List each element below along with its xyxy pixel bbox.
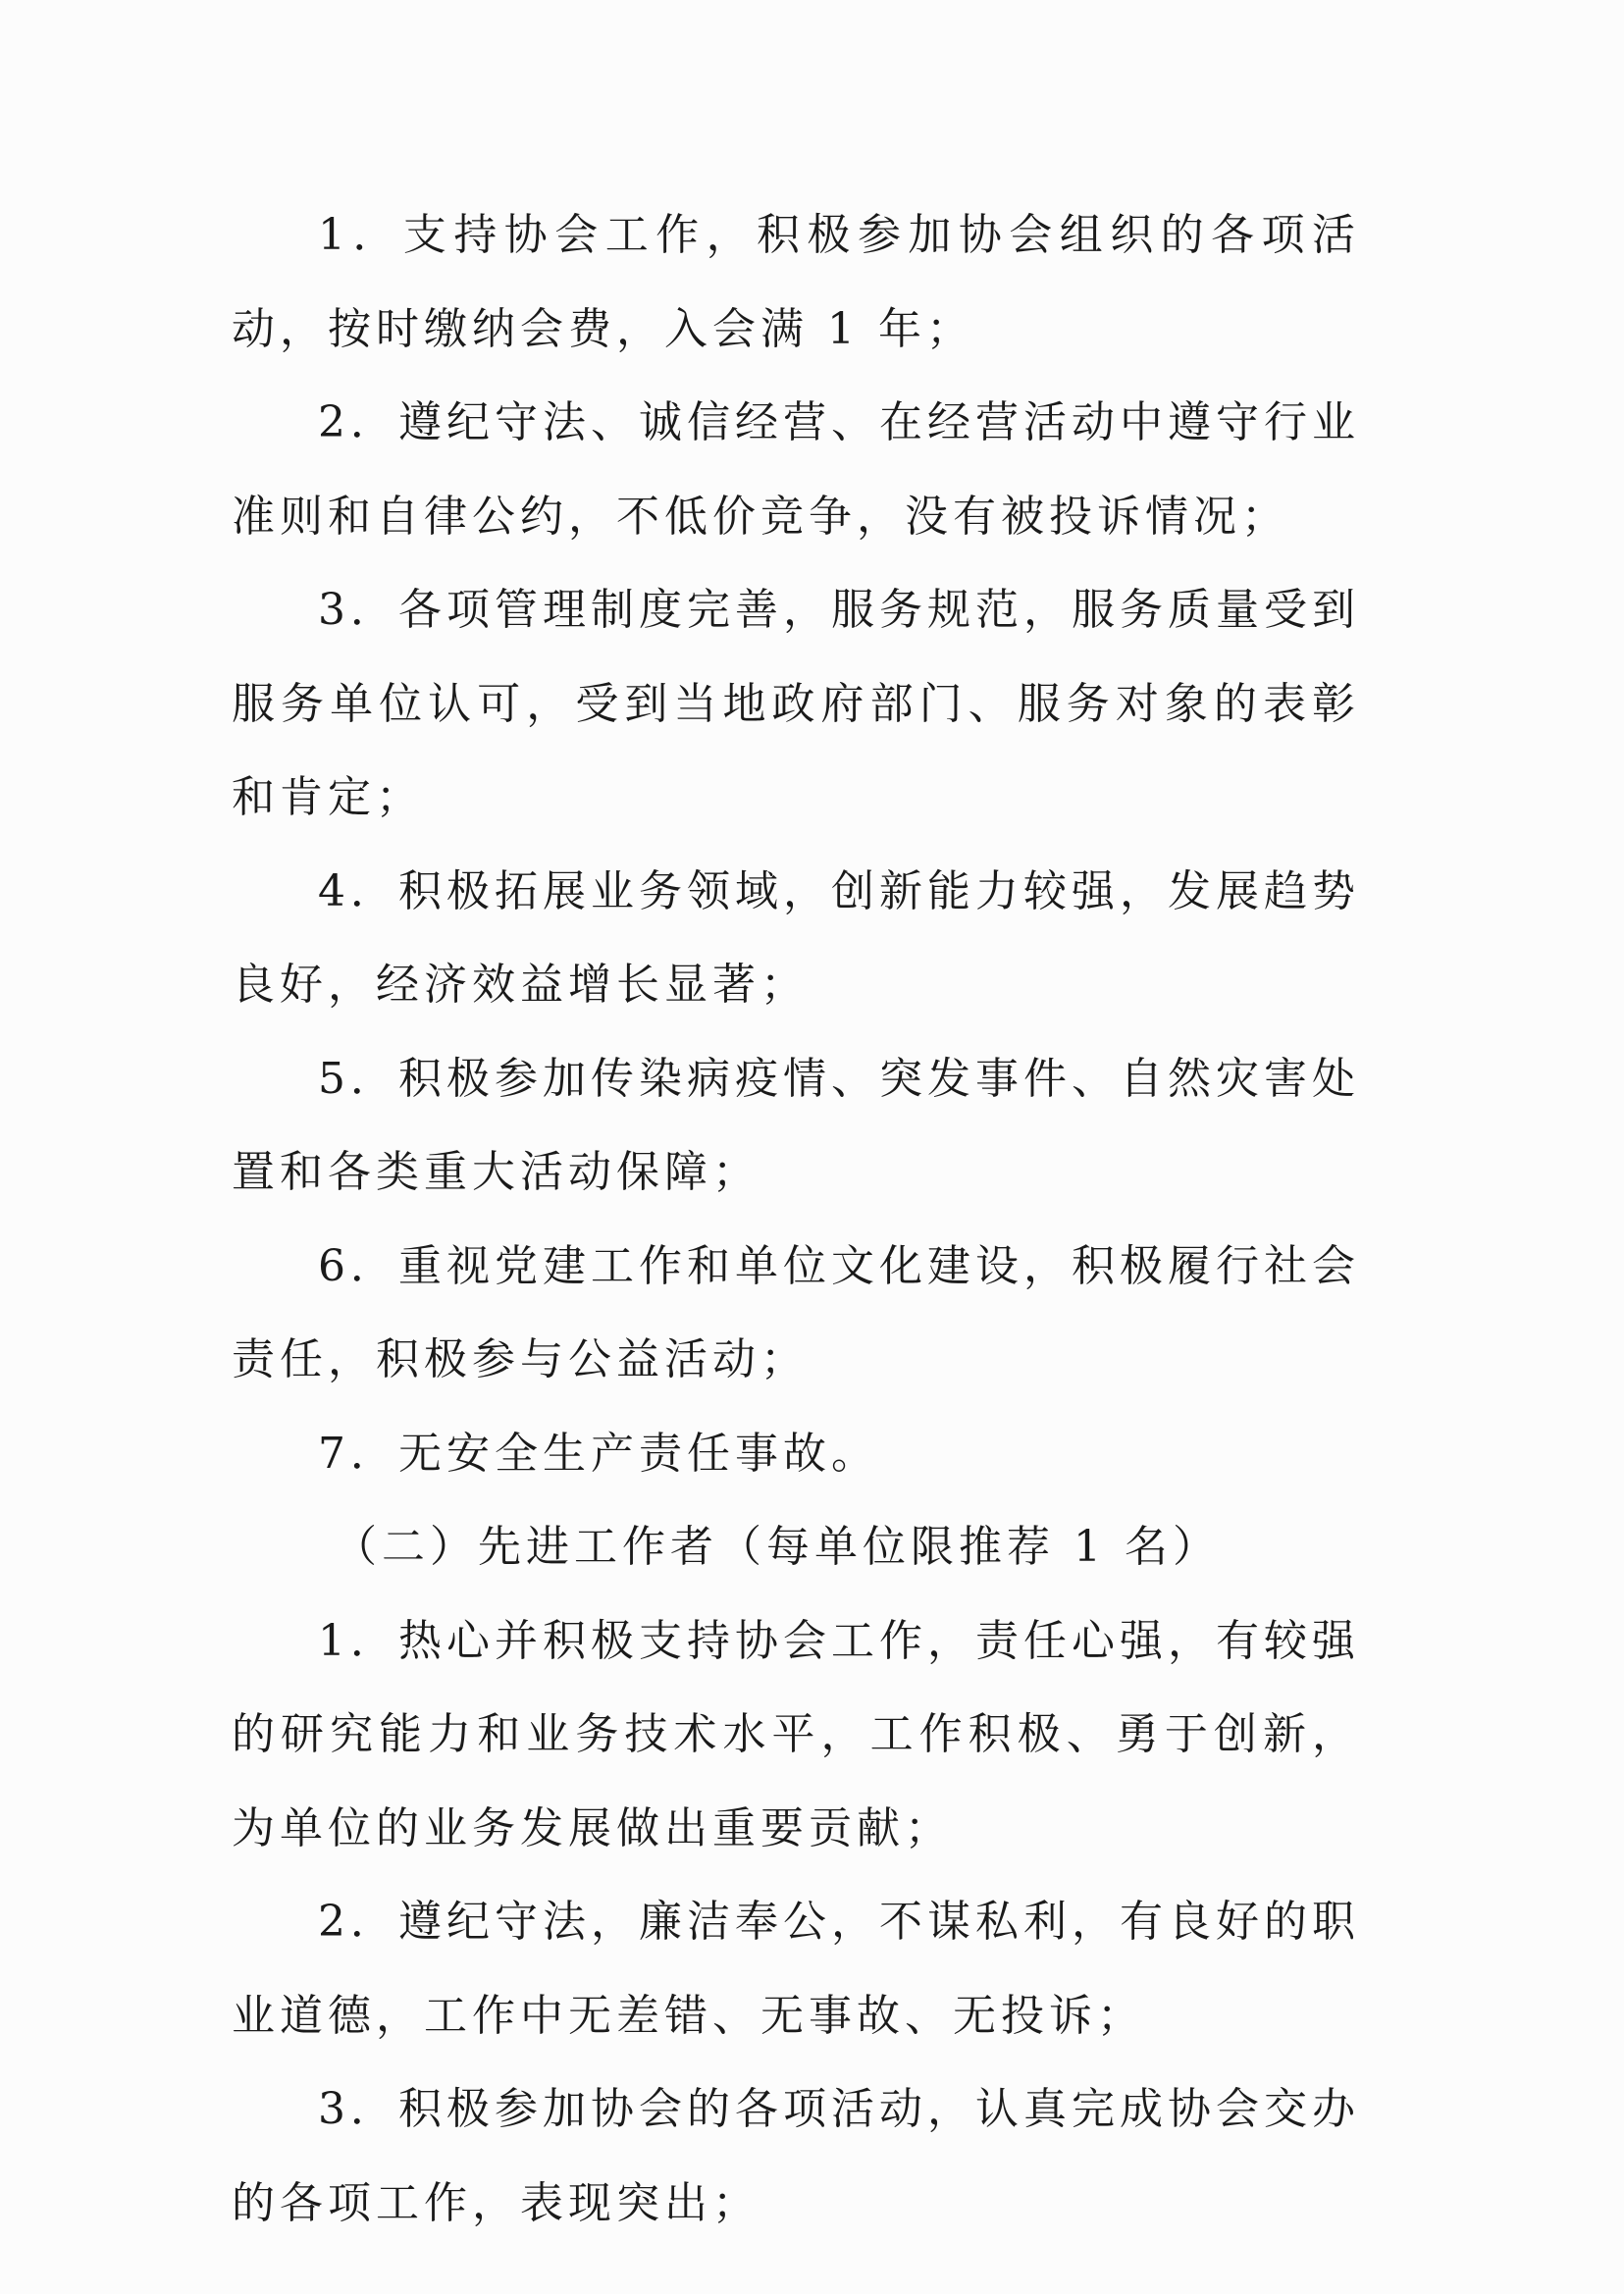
paragraph-criterion-4: 4．积极拓展业务领域，创新能力较强，发展趋势良好，经济效益增长显著； (232, 865, 1360, 1010)
section-heading-advanced-workers: （二）先进工作者（每单位限推荐 1 名） (334, 1522, 1221, 1572)
paragraph-criterion-1: 1．支持协会工作，积极参加协会组织的各项活动，按时缴纳会费，入会满 1 年； (232, 210, 1360, 354)
paragraph-criterion-6: 6．重视党建工作和单位文化建设，积极履行社会责任，积极参与公益活动； (232, 1240, 1360, 1384)
paragraph-worker-criterion-2: 2．遵纪守法，廉洁奉公，不谋私利，有良好的职业道德，工作中无差错、无事故、无投诉； (232, 1897, 1360, 2041)
paragraph-worker-criterion-1: 1．热心并积极支持协会工作，责任心强，有较强的研究能力和业务技术水平，工作积极、勇于创新，为单位的业务发展做出重要贡献； (232, 1615, 1360, 1853)
paragraph-criterion-7: 7．无安全生产责任事故。 (318, 1428, 879, 1479)
paragraph-worker-criterion-3: 3．积极参加协会的各项活动，认真完成协会交办的各项工作，表现突出； (232, 2084, 1360, 2228)
paragraph-criterion-3: 3．各项管理制度完善，服务规范，服务质量受到服务单位认可，受到当地政府部门、服务对象的表彰和肯定； (232, 585, 1360, 822)
paragraph-criterion-5: 5．积极参加传染病疫情、突发事件、自然灾害处置和各类重大活动保障； (232, 1053, 1360, 1197)
paragraph-criterion-2: 2．遵纪守法、诚信经营、在经营活动中遵守行业准则和自律公约，不低价竞争，没有被投诉情况； (232, 397, 1360, 542)
document-body (232, 188, 1360, 2250)
